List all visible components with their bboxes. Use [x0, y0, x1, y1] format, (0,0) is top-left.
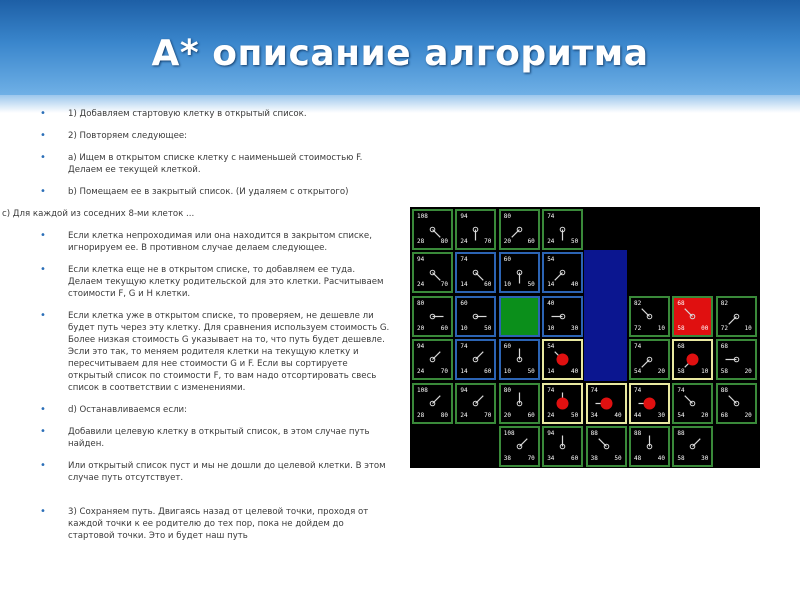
cost-f: 88 [677, 430, 685, 437]
cost-g: 28 [417, 411, 425, 419]
step-text: Если клетка непроходимая или она находится в закрытом списке, игнорируем ее. В противном случае делаем следующее. [68, 231, 372, 253]
cost-f: 88 [720, 386, 729, 394]
cost-h: 60 [527, 238, 535, 245]
wall-cell [584, 337, 627, 380]
cost-g: 20 [417, 324, 425, 332]
cost-h: 70 [440, 368, 448, 376]
closed-cell [499, 339, 540, 380]
step-item [40, 186, 390, 198]
cost-h: 40 [657, 455, 665, 462]
cost-g: 58 [677, 324, 685, 332]
open-cell [499, 383, 540, 424]
open-cell [412, 296, 453, 337]
step-text: Или открытый список пуст и мы не дошли до целевой клетки. В этом случае путь отсутствует. [68, 461, 386, 483]
cost-h: 60 [570, 455, 579, 462]
cost-f: 74 [460, 256, 468, 264]
bullet-icon: • [40, 108, 46, 119]
step-item [40, 404, 390, 416]
cost-h: 80 [440, 238, 448, 245]
cost-f: 74 [677, 386, 685, 394]
cost-f: 88 [590, 430, 598, 437]
step-item [40, 460, 390, 484]
cost-g: 14 [547, 281, 555, 289]
closed-cell [455, 296, 496, 337]
cost-f: 82 [720, 299, 729, 307]
path-marker-icon [687, 354, 699, 366]
cost-f: 94 [417, 343, 425, 351]
open-cell [542, 426, 583, 467]
path-cell [586, 383, 627, 424]
open-cell [412, 383, 453, 424]
cost-f: 60 [460, 299, 468, 307]
cost-f: 94 [547, 430, 555, 437]
cost-f: 74 [460, 343, 468, 351]
cost-h: 80 [440, 411, 448, 419]
bullet-icon: • [40, 506, 46, 517]
open-cell [716, 339, 757, 380]
step-text: c) Для каждой из соседних 8-ми клеток ... [2, 209, 195, 219]
cost-g: 24 [417, 281, 425, 289]
cost-g: 10 [503, 368, 512, 376]
cost-f: 74 [634, 386, 642, 394]
bullet-icon: • [40, 186, 46, 197]
cost-f: 94 [460, 386, 468, 394]
cost-h: 40 [614, 411, 622, 419]
step-item [40, 130, 390, 142]
cost-h: 70 [484, 238, 492, 245]
slide-title: A* описание алгоритма [151, 33, 649, 74]
cost-h: 30 [570, 324, 579, 332]
cost-h: 60 [484, 368, 492, 376]
cost-f: 60 [503, 256, 512, 264]
cost-g: 68 [720, 411, 729, 419]
cost-f: 74 [547, 213, 555, 220]
cost-f: 68 [720, 343, 729, 351]
cost-f: 40 [547, 299, 555, 307]
path-cell [542, 339, 583, 380]
bullet-icon: • [40, 310, 46, 321]
goal-cell [672, 296, 713, 337]
cost-h: 50 [527, 368, 535, 376]
bullet-icon: • [40, 404, 46, 415]
cost-f: 108 [503, 430, 515, 437]
step-item [2, 208, 390, 220]
open-cell [716, 296, 757, 337]
closed-cell [542, 296, 583, 337]
cost-g: 72 [634, 324, 642, 332]
step-item [40, 310, 390, 394]
path-cell [542, 383, 583, 424]
cost-g: 24 [460, 238, 468, 245]
closed-cell [499, 252, 540, 293]
cost-g: 34 [590, 411, 598, 419]
path-marker-icon [600, 397, 612, 409]
cost-g: 72 [720, 324, 729, 332]
cost-g: 20 [503, 411, 512, 419]
cost-f: 82 [634, 299, 642, 307]
cost-g: 14 [460, 368, 468, 376]
cost-f: 54 [547, 343, 555, 351]
cost-h: 40 [570, 281, 579, 289]
cost-g: 58 [720, 368, 729, 376]
cost-g: 28 [417, 238, 425, 245]
path-marker-icon [557, 397, 569, 409]
cost-h: 50 [614, 455, 622, 462]
path-marker-icon [557, 354, 569, 366]
open-cell [716, 383, 757, 424]
cost-h: 20 [744, 368, 752, 376]
cost-g: 14 [547, 368, 555, 376]
closed-cell [455, 339, 496, 380]
cost-g: 54 [634, 368, 642, 376]
cost-h: 60 [484, 281, 492, 289]
algorithm-steps [2, 108, 390, 552]
path-cell [629, 383, 670, 424]
cost-h: 00 [701, 324, 709, 332]
closed-cell [542, 252, 583, 293]
cost-h: 10 [657, 324, 665, 332]
cost-h: 50 [527, 281, 535, 289]
wall-cell [584, 294, 627, 337]
cost-g: 14 [460, 281, 468, 289]
step-text: 2) Повторяем следующее: [68, 131, 188, 141]
cost-g: 24 [460, 411, 468, 419]
cost-g: 54 [677, 411, 685, 419]
cost-f: 68 [677, 343, 685, 351]
astar-grid [410, 207, 760, 468]
cost-h: 70 [440, 281, 448, 289]
cost-g: 44 [634, 411, 642, 419]
cost-h: 70 [527, 455, 535, 462]
step-text: b) Помещаем ее в закрытый список. (И удаляем с открытого) [68, 187, 349, 197]
cost-g: 58 [677, 368, 685, 376]
cost-f: 108 [417, 213, 428, 220]
cost-h: 50 [570, 238, 579, 245]
step-text: 3) Сохраняем путь. Двигаясь назад от целевой точки, проходя от каждой точки к ее родителю до тех пор, пока не дойдем до стартовой точки. Это и будет наш путь [68, 507, 369, 541]
open-cell [672, 383, 713, 424]
open-cell [455, 209, 496, 250]
cost-g: 58 [677, 455, 685, 462]
cost-g: 48 [634, 455, 642, 462]
bullet-icon: • [40, 130, 46, 141]
cost-h: 70 [484, 411, 492, 419]
open-cell [586, 426, 627, 467]
cost-g: 10 [460, 324, 468, 332]
cost-h: 20 [744, 411, 752, 419]
open-cell [412, 252, 453, 293]
cost-h: 60 [527, 411, 535, 419]
open-cell [412, 339, 453, 380]
cost-h: 30 [657, 411, 665, 419]
cost-h: 20 [701, 411, 709, 419]
cost-f: 94 [460, 213, 468, 220]
cost-h: 10 [701, 368, 709, 376]
step-text: Если клетка еще не в открытом списке, то добавляем ее туда. Делаем текущую клетку родительской для это клетки. Расчитываем стоимости F, G и H клетки. [68, 265, 384, 299]
cost-f: 74 [590, 386, 598, 394]
cost-g: 10 [547, 324, 555, 332]
cost-h: 60 [440, 324, 448, 332]
open-cell [499, 209, 540, 250]
open-cell [629, 296, 670, 337]
cost-h: 50 [570, 411, 579, 419]
step-text: a) Ищем в открытом списке клетку с наименьшей стоимостью F. Делаем ее текущей клеткой. [68, 153, 363, 175]
cost-f: 80 [417, 299, 425, 307]
cost-h: 40 [570, 368, 579, 376]
cost-h: 10 [744, 324, 752, 332]
open-cell [629, 426, 670, 467]
cost-f: 80 [503, 386, 512, 394]
step-text: Если клетка уже в открытом списке, то проверяем, не дешевле ли будет путь через эту клетку. Для сравнения используем стоимость G. Более низкая стоимость G указывает на то, что путь будет дешевле. Эсли это так, то меняем родителя клетки на текущую клетку и пересчитываем для нее стоимости G и F. Если вы сортируете открытый список по стоимости F, то вам надо отсортировать свесь список в соответствии с изменениями. [68, 311, 390, 393]
cost-g: 24 [547, 411, 555, 419]
bullet-icon: • [40, 264, 46, 275]
bullet-icon: • [40, 460, 46, 471]
cost-g: 24 [417, 368, 425, 376]
cost-g: 34 [547, 455, 555, 462]
cost-f: 108 [417, 386, 428, 394]
path-cell [672, 339, 713, 380]
bullet-icon: • [40, 152, 46, 163]
step-item [40, 108, 390, 120]
cost-f: 54 [547, 256, 555, 264]
step-item [40, 152, 390, 176]
open-cell [672, 426, 713, 467]
cost-g: 24 [547, 238, 555, 245]
cost-g: 38 [590, 455, 598, 462]
bullet-icon: • [40, 230, 46, 241]
open-cell [412, 209, 453, 250]
open-cell [542, 209, 583, 250]
cost-f: 68 [677, 299, 685, 307]
cost-g: 38 [503, 455, 512, 462]
step-item [40, 506, 390, 542]
step-text: Добавили целевую клетку в открытый список, в этом случае путь найден. [68, 427, 370, 449]
step-text: 1) Добавляем стартовую клетку в открытый список. [68, 109, 307, 119]
cost-f: 80 [503, 213, 512, 220]
start-cell [499, 296, 540, 337]
cost-f: 74 [547, 386, 555, 394]
open-cell [455, 383, 496, 424]
cost-f: 74 [634, 343, 642, 351]
open-cell [629, 339, 670, 380]
open-cell [499, 426, 540, 467]
cost-h: 30 [701, 455, 709, 462]
bullet-icon: • [40, 426, 46, 437]
cost-h: 50 [484, 324, 492, 332]
step-item [40, 426, 390, 450]
path-marker-icon [644, 397, 656, 409]
cost-f: 88 [634, 430, 642, 437]
cost-f: 60 [503, 343, 512, 351]
cost-g: 10 [503, 281, 512, 289]
step-item [40, 264, 390, 300]
cost-h: 20 [657, 368, 665, 376]
closed-cell [455, 252, 496, 293]
cost-f: 94 [417, 256, 425, 264]
wall-cell [584, 250, 627, 293]
step-item [40, 230, 390, 254]
cost-g: 20 [503, 238, 512, 245]
step-text: d) Останавливаемся если: [68, 405, 188, 415]
